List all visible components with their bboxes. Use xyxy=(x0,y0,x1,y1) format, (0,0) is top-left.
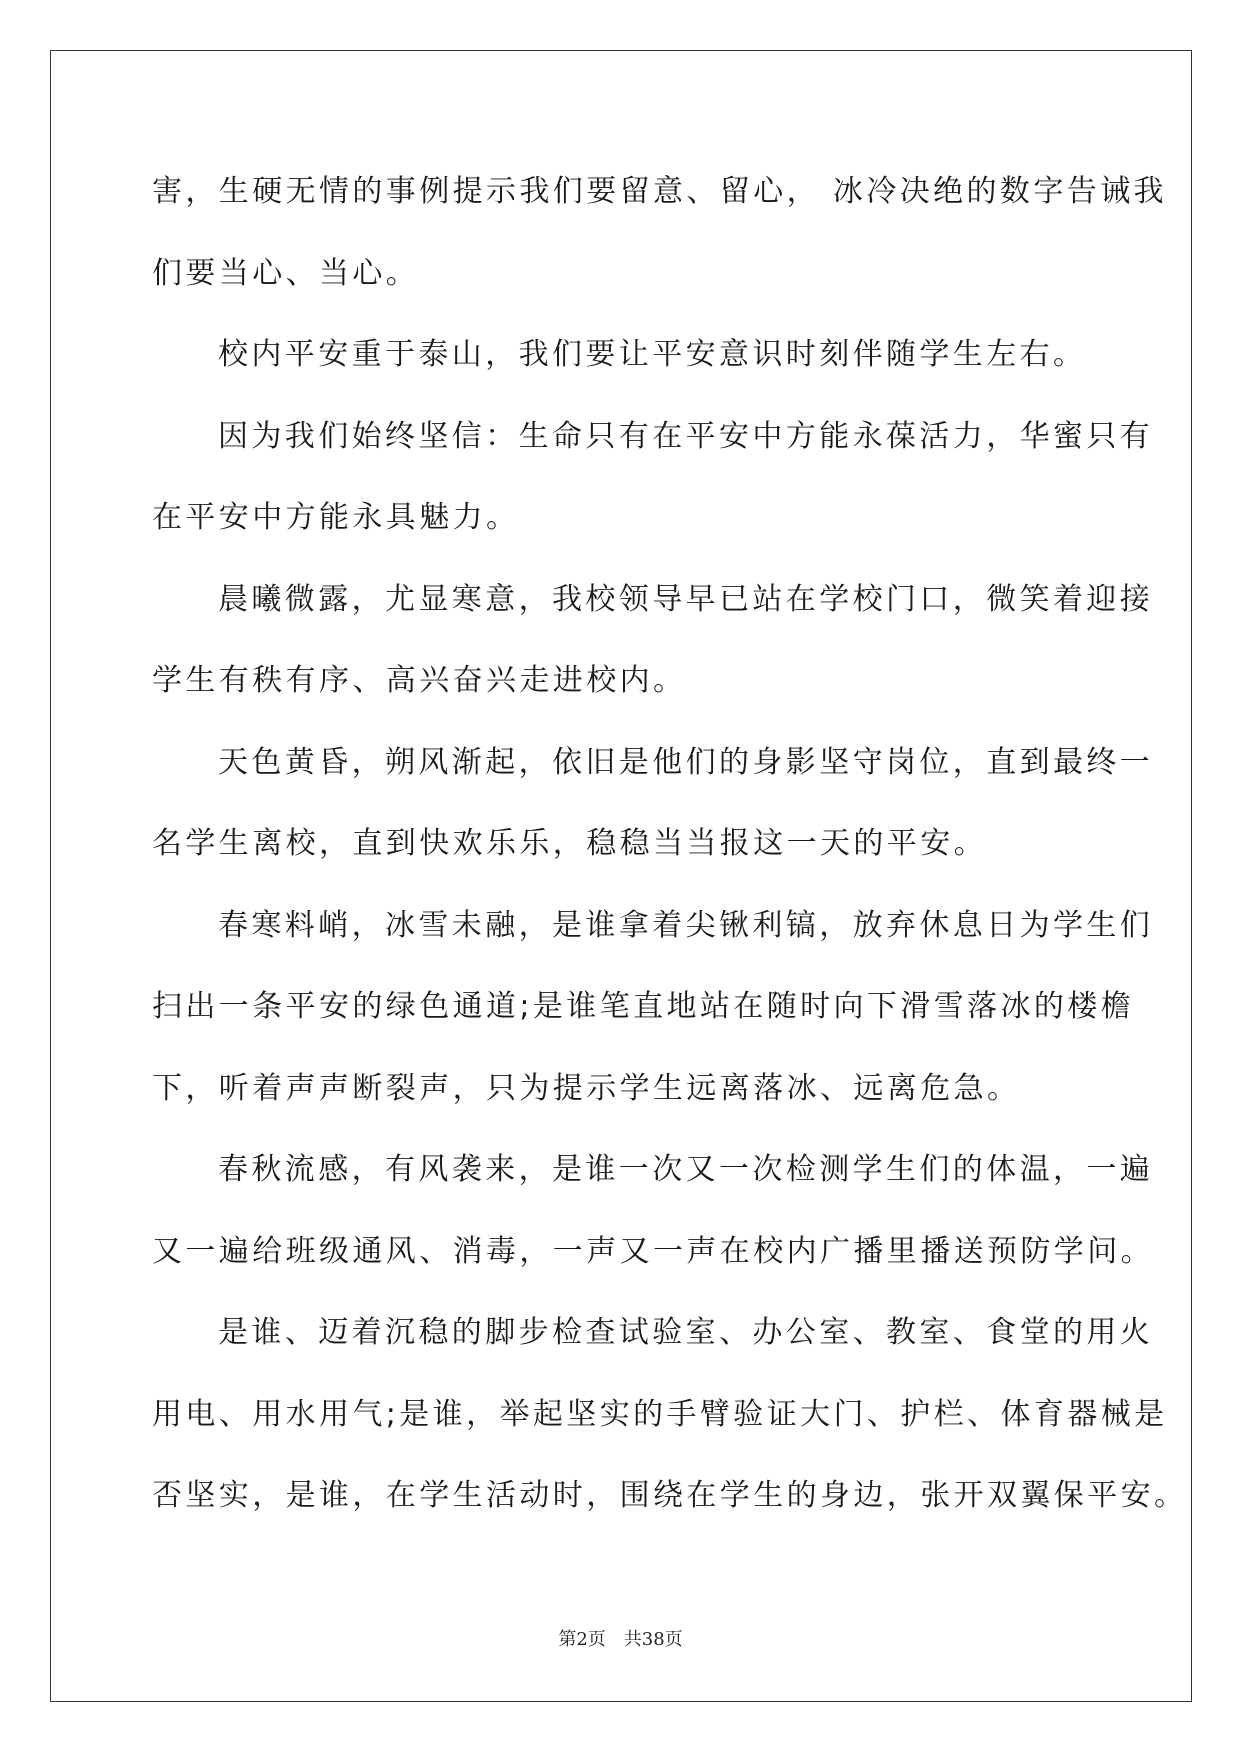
footer-total-prefix: 共 xyxy=(623,1629,642,1650)
body-line: 害，生硬无情的事例提示我们要留意、留心， 冰冷决绝的数字告诫我 xyxy=(152,174,1167,209)
body-line: 用电、用水用气;是谁，举起坚实的手臂验证大门、护栏、体育器械是 xyxy=(152,1396,1168,1432)
body-line: 春寒料峭，冰雪未融，是谁拿着尖锹利镐，放弃休息日为学生们 xyxy=(218,907,1154,943)
body-line: 是谁、迈着沉稳的脚步检查试验室、办公室、教室、食堂的用火 xyxy=(218,1315,1154,1350)
body-line: 扫出一条平安的绿色通道;是谁笔直地站在随时向下滑雪落冰的楼檐 xyxy=(152,989,1135,1024)
footer-page-prefix: 第 xyxy=(558,1629,577,1650)
body-line: 天色黄昏，朔风渐起，依旧是他们的身影坚守岗位，直到最终一 xyxy=(218,744,1154,780)
body-line: 学生有秩有序、高兴奋兴走进校内。 xyxy=(152,663,687,698)
footer-total-pages: 38 xyxy=(641,1629,665,1650)
body-line: 春秋流感，有风袭来，是谁一次又一次检测学生们的体温，一遍 xyxy=(218,1152,1154,1187)
footer-page-suffix: 页 xyxy=(587,1629,606,1650)
document-body xyxy=(152,158,1188,1544)
body-line: 们要当心、当心。 xyxy=(152,255,420,291)
footer-page-number: 2 xyxy=(576,1629,588,1650)
body-line: 下，听着声声断裂声，只为提示学生远离落冰、远离危急。 xyxy=(152,1070,1021,1106)
footer-total-suffix: 页 xyxy=(664,1629,683,1650)
body-line: 校内平安重于泰山，我们要让平安意识时刻伴随学生左右。 xyxy=(218,337,1087,372)
body-line: 又一遍给班级通风、消毒，一声又一声在校内广播里播送预防学问。 xyxy=(152,1233,1154,1269)
body-line: 否坚实，是谁，在学生活动时，围绕在学生的身边，张开双翼保平安。 xyxy=(152,1478,1188,1513)
body-line: 名学生离校，直到快欢乐乐，稳稳当当报这一天的平安。 xyxy=(152,826,987,861)
body-line: 晨曦微露，尤显寒意，我校领导早已站在学校门口，微笑着迎接 xyxy=(218,581,1154,617)
body-line: 因为我们始终坚信：生命只有在平安中方能永葆活力，华蜜只有 xyxy=(218,418,1154,454)
body-line: 在平安中方能永具魅力。 xyxy=(152,500,520,535)
page-footer xyxy=(0,1625,1241,1651)
